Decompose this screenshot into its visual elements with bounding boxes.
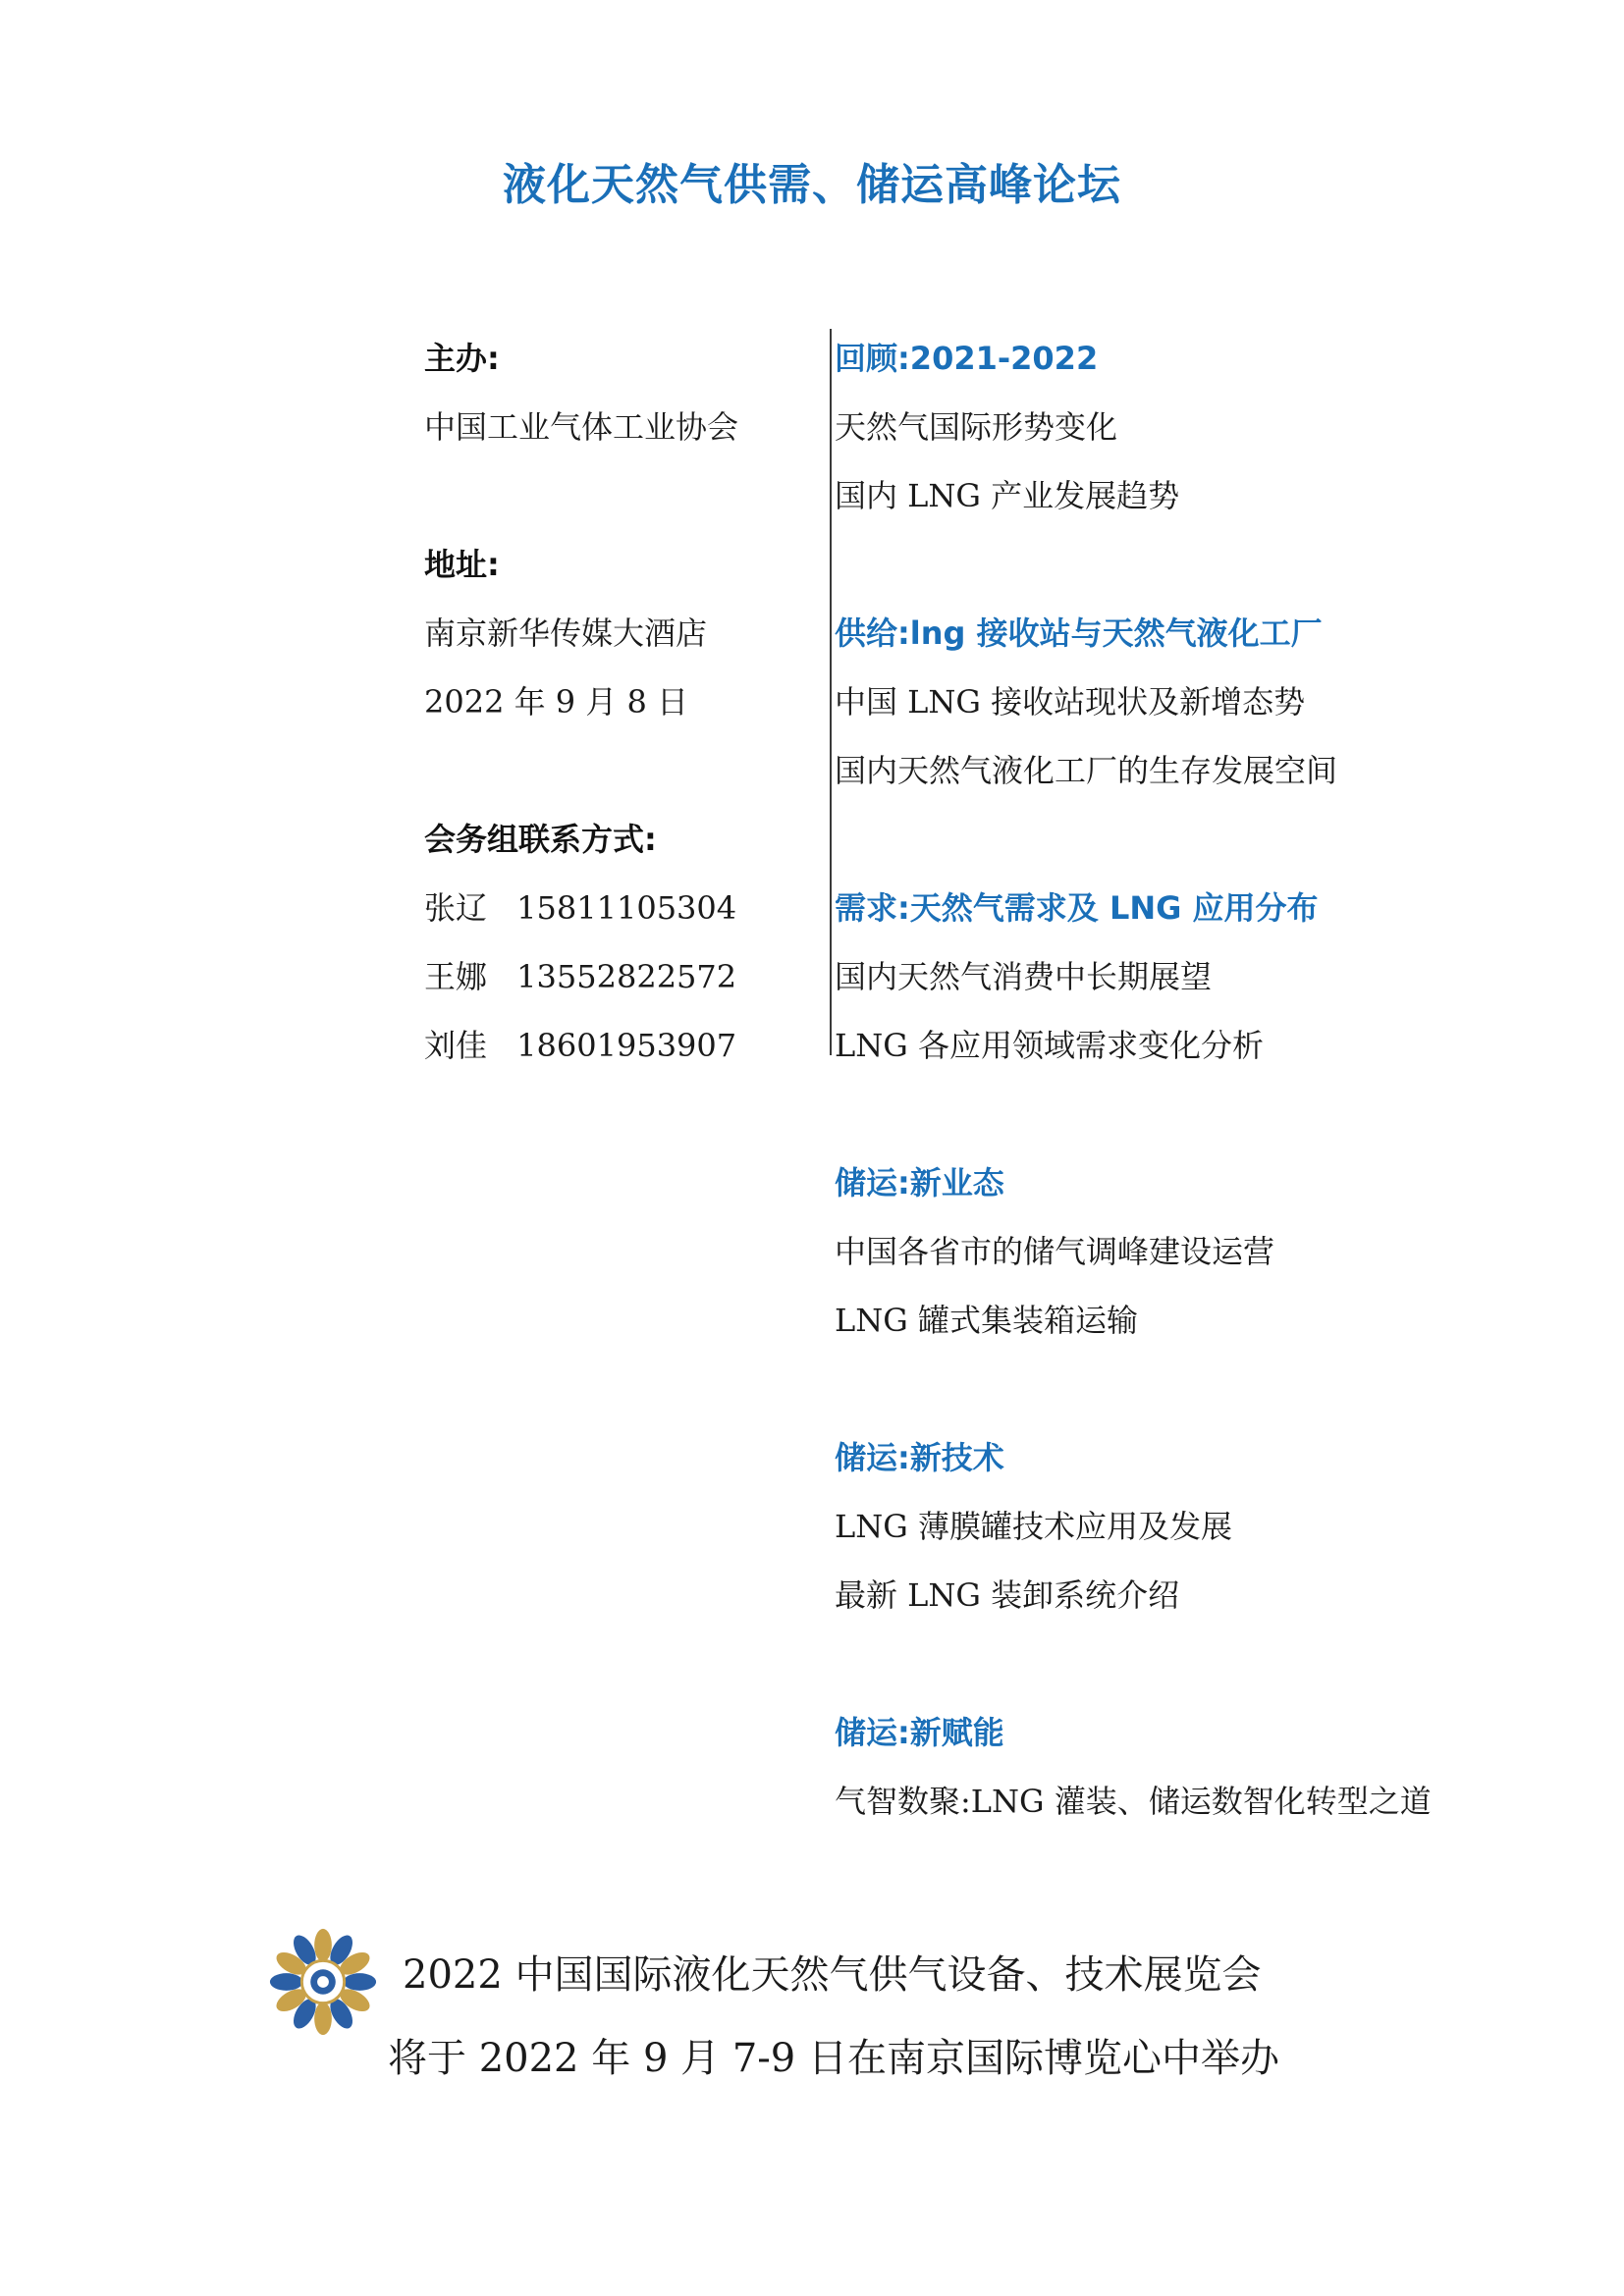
- section-heading-new-format: 储运:新业态: [835, 1164, 1004, 1201]
- contact-phone: 18601953907: [516, 1027, 737, 1064]
- agenda-item: 气智数聚:LNG 灌装、储运数智化转型之道: [835, 1783, 1432, 1820]
- address-label: 地址:: [424, 546, 500, 583]
- agenda-item: 国内 LNG 产业发展趋势: [835, 477, 1180, 514]
- contact-name: 王娜: [424, 958, 488, 995]
- contact-name: 刘佳: [424, 1027, 488, 1064]
- agenda-item: 国内天然气液化工厂的生存发展空间: [835, 752, 1338, 789]
- agenda-item: 中国各省市的储气调峰建设运营: [835, 1233, 1275, 1270]
- agenda-column: [835, 324, 1542, 1836]
- contact-label: 会务组联系方式:: [424, 821, 657, 858]
- host-value: 中国工业气体工业协会: [424, 408, 739, 446]
- address-value: 南京新华传媒大酒店: [424, 614, 708, 652]
- section-heading-review: 回顾:2021-2022: [835, 340, 1099, 377]
- contact-row: [424, 874, 817, 942]
- event-date: 2022 年 9 月 8 日: [424, 683, 689, 721]
- host-label: 主办:: [424, 340, 500, 377]
- agenda-item: LNG 罐式集装箱运输: [835, 1302, 1138, 1339]
- agenda-item: LNG 各应用领域需求变化分析: [835, 1027, 1264, 1064]
- contact-row: [424, 1011, 817, 1080]
- footer-line-1: 2022 中国国际液化天然气供气设备、技术展览会: [403, 1952, 1262, 1998]
- agenda-item: LNG 薄膜罐技术应用及发展: [835, 1508, 1232, 1545]
- section-heading-supply: 供给:lng 接收站与天然气液化工厂: [835, 614, 1323, 652]
- contact-row: [424, 942, 817, 1011]
- agenda-item: 最新 LNG 装卸系统介绍: [835, 1576, 1180, 1614]
- footer-line-2: 将于 2022 年 9 月 7-9 日在南京国际博览心中举办: [388, 2036, 1279, 2081]
- agenda-item: 天然气国际形势变化: [835, 408, 1118, 446]
- contact-name: 张辽: [424, 889, 488, 927]
- section-heading-empower: 储运:新赋能: [835, 1714, 1004, 1751]
- agenda-item: 国内天然气消费中长期展望: [835, 958, 1213, 995]
- info-column: [424, 324, 817, 1080]
- section-heading-demand: 需求:天然气需求及 LNG 应用分布: [835, 889, 1319, 927]
- contact-phone: 13552822572: [516, 958, 737, 995]
- expo-logo-icon: [265, 1924, 381, 2040]
- section-heading-new-tech: 储运:新技术: [835, 1439, 1004, 1476]
- page-title: 液化天然气供需、储运高峰论坛: [503, 160, 1121, 210]
- contact-phone: 15811105304: [516, 889, 737, 927]
- agenda-item: 中国 LNG 接收站现状及新增态势: [835, 683, 1306, 721]
- column-divider: [830, 329, 832, 1055]
